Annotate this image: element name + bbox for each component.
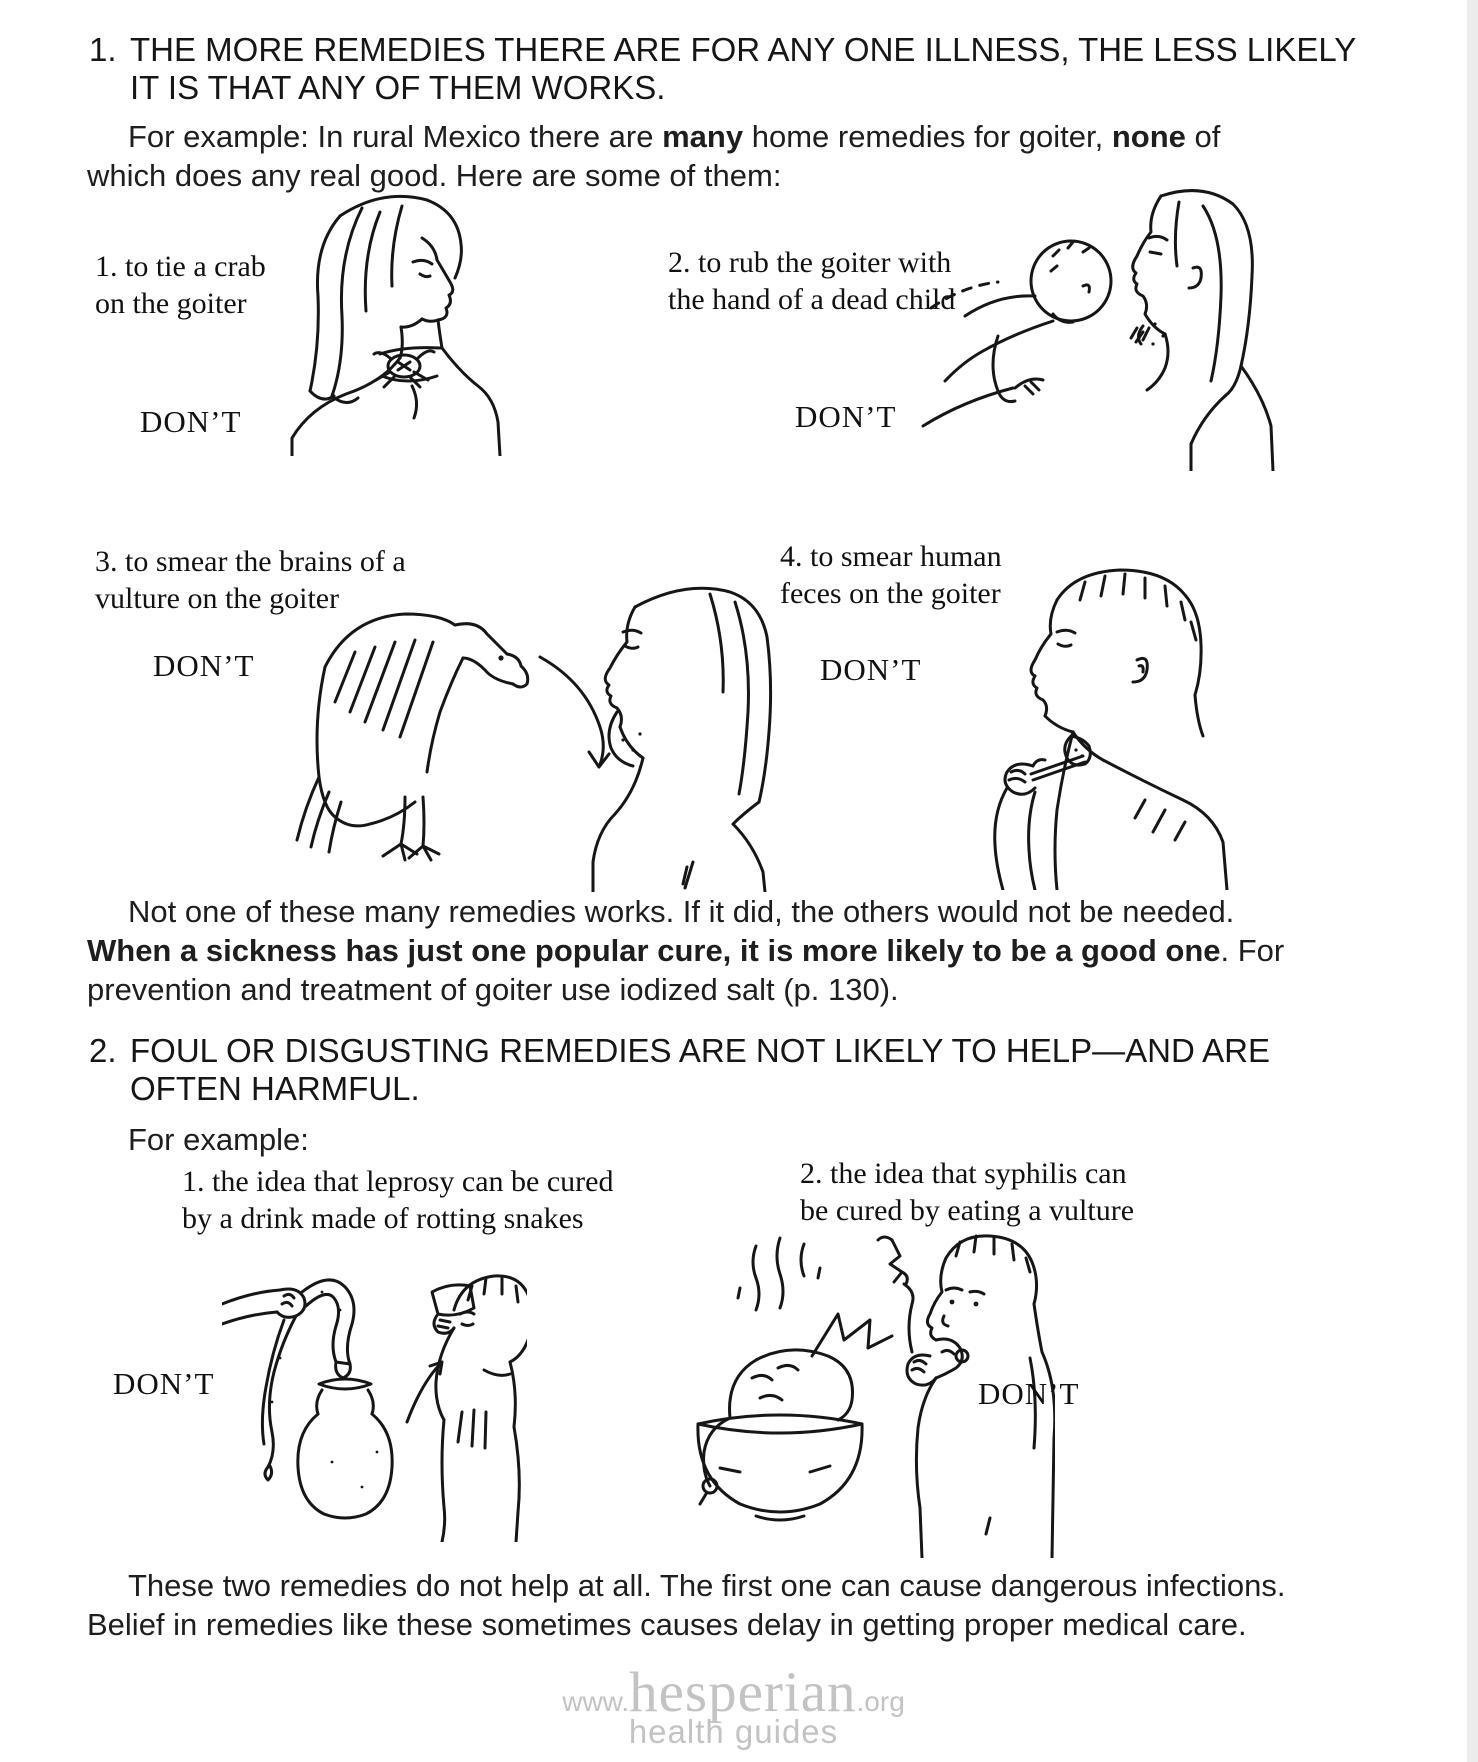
hesperian-logo <box>0 1660 1467 1751</box>
intro-line2: which does any real good. Here are some of them: <box>87 158 782 193</box>
section2-heading <box>89 1032 1270 1108</box>
crab-on-goiter-illustration <box>262 186 512 456</box>
section1-heading <box>89 31 1356 107</box>
logo-tagline: health guides <box>628 1713 839 1750</box>
logo-brand: hesperian <box>629 1661 857 1724</box>
section2-conclusion-paragraph <box>87 1566 1387 1644</box>
section2-heading-line1: FOUL OR DISGUSTING REMEDIES ARE NOT LIKELY TO HELP—AND ARE <box>130 1032 1271 1069</box>
remedy5-caption: 1. the idea that leprosy can be cured by a drink made of rotting snakes <box>182 1165 614 1235</box>
section2-heading-line2: OFTEN HARMFUL. <box>130 1070 420 1107</box>
remedy2-dont-label: DON’T <box>795 399 897 434</box>
remedy6-caption: 2. the idea that syphilis can be cured by eating a vulture <box>800 1157 1135 1227</box>
section1-conclusion-paragraph <box>87 892 1387 1009</box>
snake-drink-illustration <box>222 1262 527 1542</box>
section1-heading-line1: THE MORE REMEDIES THERE ARE FOR ANY ONE ILLNESS, THE LESS LIKELY <box>130 31 1357 68</box>
for-example-label: For example: <box>128 1122 309 1157</box>
conclusion1-line3: prevention and treatment of goiter use iodized salt (p. 130). <box>87 972 899 1007</box>
conclusion2-line2: Belief in remedies like these sometimes causes delay in getting proper medical care. <box>87 1607 1247 1642</box>
remedy4-dont-label: DON’T <box>820 652 922 687</box>
section1-heading-line2: IT IS THAT ANY OF THEM WORKS. <box>130 69 666 106</box>
vulture-and-goiter-illustration <box>255 562 785 892</box>
conclusion1-line2: When a sickness has just one popular cure, it is more likely to be a good one. For <box>87 933 1285 968</box>
page-right-edge <box>1467 0 1478 1762</box>
remedy6-dont-label: DON’T <box>978 1376 1080 1411</box>
logo-org: .org <box>856 1686 905 1717</box>
conclusion2-line1: These two remedies do not help at all. The first one can cause dangerous infections. <box>128 1568 1286 1603</box>
remedy5-dont-label: DON’T <box>113 1366 215 1401</box>
section1-number: 1. <box>89 31 117 68</box>
logo-www: www. <box>562 1686 630 1717</box>
remedy1-dont-label: DON’T <box>140 404 242 439</box>
intro-line1: For example: In rural Mexico there are many home remedies for goiter, none of <box>128 119 1221 154</box>
section2-number: 2. <box>89 1032 117 1069</box>
smearing-on-neck-illustration <box>945 560 1255 890</box>
remedy3-dont-label: DON’T <box>153 648 255 683</box>
remedy1-caption: 1. to tie a crab on the goiter <box>95 250 266 320</box>
remedy3-caption: 3. to smear the brains of a vulture on the goiter <box>95 545 406 615</box>
dead-child-hand-illustration <box>903 176 1288 471</box>
remedy4-caption: 4. to smear human feces on the goiter <box>780 540 1002 610</box>
remedy2-caption: 2. to rub the goiter with the hand of a dead child <box>668 246 956 316</box>
conclusion1-line1: Not one of these many remedies works. If it did, the others would not be needed. <box>128 894 1235 929</box>
